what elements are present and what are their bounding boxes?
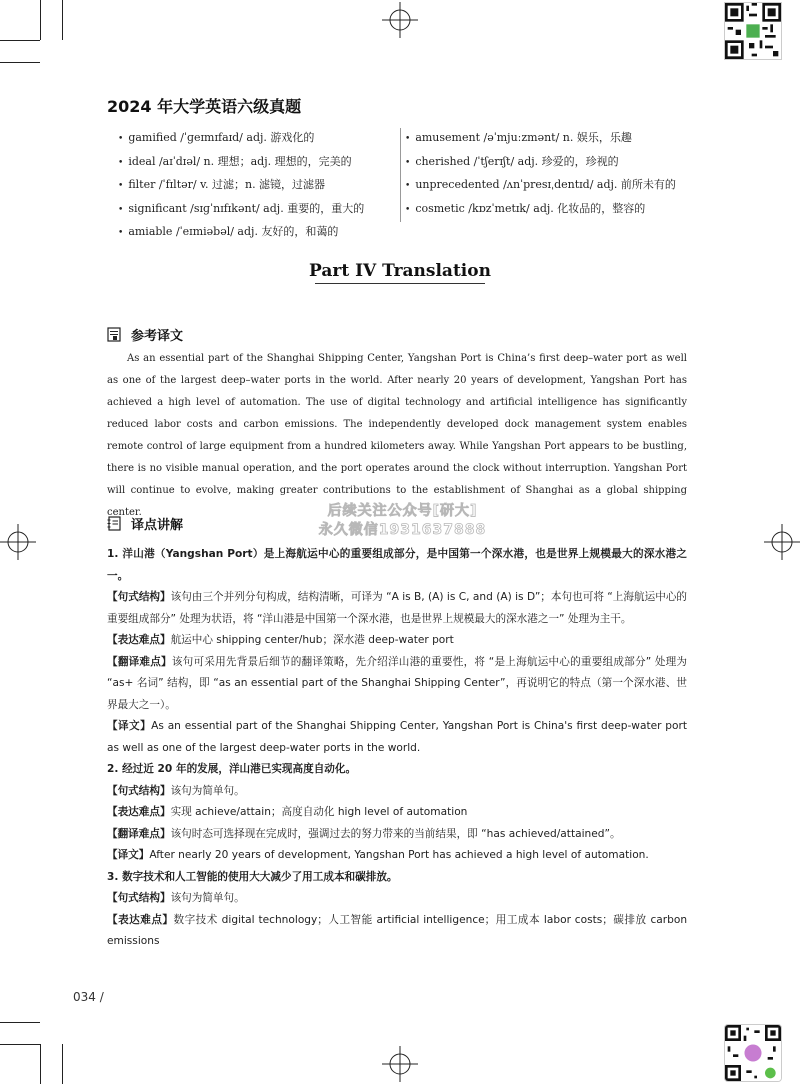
crop-mark	[40, 0, 41, 40]
crop-mark	[40, 1044, 41, 1084]
vocab-item: • significant /sɪɡˈnɪfɪkənt/ adj. 重要的，重大的	[118, 198, 398, 222]
notebook-icon	[107, 516, 121, 531]
note-tag: 句式结构	[117, 784, 160, 797]
reference-translation-text	[107, 348, 687, 524]
registration-mark	[382, 2, 418, 38]
note-line: 【翻译难点】该句可采用先背景后细节的翻译策略，先介绍洋山港的重要性，将 “是上海航运中心的重要组成部分” 处理为 “as+ 名词” 结构，即 “as an essential part of the Shanghai Shipping Center”，再说明它的特点（第一个深水港、世界最大之一）。	[107, 655, 688, 711]
part-title: Part IV Translation	[309, 261, 491, 281]
note-line: 【表达难点】数字技术 digital technology；人工智能 artificial intelligence；用工成本 labor costs；碳排放 carbon emissions	[107, 913, 688, 947]
vocab-item: • amusement /əˈmjuːzmənt/ n. 娱乐，乐趣	[405, 127, 695, 151]
reference-paragraph: As an essential part of the Shanghai Shipping Center, Yangshan Port is China’s first deep–water port as well as one of the largest deep–water ports in the world. After nearly 20 years of development, Yangshan Port has achieved a high level of automation. The use of digital technology and artificial intelligence has significantly reduced labor costs and carbon emissions. The independently developed dock management system enables remote control of large equipment from a hundred kilometers away. While Yangshan Port appears to be bustling, there is no visible manual operation, and the port operates around the clock without interruption. Yangshan Port will continue to evolve, making greater contributions to the establishment of Shanghai as a global shipping center.	[107, 353, 687, 518]
running-header: 2024 年大学英语六级真题	[107, 97, 302, 116]
note-line: 【表达难点】航运中心 shipping center/hub；深水港 deep-water port	[107, 634, 454, 646]
qr-code-icon	[724, 1024, 782, 1082]
note-text: 数字技术 digital technology；人工智能 artificial intelligence；用工成本 labor costs；碳排放 carbon emissions	[107, 913, 688, 947]
crop-mark	[0, 1022, 40, 1023]
document-icon	[107, 327, 121, 342]
note-line: 【句式结构】该句由三个并列分句构成，结构清晰，可译为 “A is B, (A) is C, and (A) is D”；本句也可将 “上海航运中心的重要组成部分” 处理为状语，将 “洋山港是中国第一个深水港，也是世界上规模最大的深水港之一” 处理为主干。	[107, 591, 688, 625]
vocab-list-right	[405, 127, 695, 221]
crop-mark	[0, 62, 40, 63]
note-text: After nearly 20 years of development, Yangshan Port has achieved a high level of automation.	[149, 849, 649, 861]
note-line: 【译文】As an essential part of the Shanghai Shipping Center, Yangshan Port is China's first deep-water port as well as one of the largest deep-water ports in the world.	[107, 720, 687, 754]
column-divider	[400, 128, 401, 222]
vocab-item: • gamified /ˈɡeɪmɪfaɪd/ adj. 游戏化的	[118, 127, 398, 151]
title-underline	[315, 283, 485, 284]
note-line: 【表达难点】实现 achieve/attain；高度自动化 high level of automation	[107, 806, 468, 818]
note-tag: 表达难点	[118, 913, 163, 926]
note-text: 该句为简单句。	[170, 784, 245, 797]
notes-heading-label: 译点讲解	[131, 518, 184, 533]
sentence-heading: 1. 洋山港（Yangshan Port）是上海航运中心的重要组成部分，是中国第一个深水港，也是世界上规模最大的深水港之一。	[107, 548, 687, 582]
note-tag: 表达难点	[117, 634, 160, 646]
note-tag: 翻译难点	[117, 655, 162, 668]
note-text: 该句由三个并列分句构成，结构清晰，可译为 “A is B, (A) is C, and (A) is D”；本句也可将 “上海航运中心的重要组成部分” 处理为状语，将 “洋山港是中国第一个深水港，也是世界上规模最大的深水港之一” 处理为主干。	[107, 591, 688, 625]
vocab-item: • cherished /ˈtʃerɪʃt/ adj. 珍爱的，珍视的	[405, 151, 695, 175]
watermark-line: 后续关注公众号[研大]	[327, 503, 478, 519]
translation-notes	[107, 544, 687, 953]
vocab-item: • cosmetic /kɒzˈmetɪk/ adj. 化妆品的，整容的	[405, 198, 695, 222]
vocab-item: • amiable /ˈeɪmiəbəl/ adj. 友好的，和蔼的	[118, 221, 398, 245]
note-text: 航运中心 shipping center/hub；深水港 deep-water port	[170, 634, 454, 646]
note-text: 该句可采用先背景后细节的翻译策略，先介绍洋山港的重要性，将 “是上海航运中心的重要组成部分” 处理为 “as+ 名词” 结构，即 “as an essential part of the Shanghai Shipping Center”，再说明它的特点（第一个深水港、世界最大之一）。	[107, 655, 688, 711]
note-tag: 表达难点	[117, 806, 160, 818]
note-tag: 译文	[118, 720, 141, 732]
crop-mark	[62, 0, 63, 40]
vocab-item: • ideal /aɪˈdɪəl/ n. 理想；adj. 理想的，完美的	[118, 151, 398, 175]
note-line: 【句式结构】该句为简单句。	[107, 892, 245, 904]
note-tag: 句式结构	[117, 892, 160, 904]
crop-mark	[0, 1044, 40, 1045]
vocab-item: • filter /ˈfɪltər/ v. 过滤；n. 滤镜，过滤器	[118, 174, 398, 198]
qr-code-icon	[724, 2, 782, 60]
notes-heading	[107, 514, 183, 533]
page-number: 034 /	[73, 990, 104, 1004]
note-tag: 译文	[117, 849, 139, 861]
vocab-item: • unprecedented /ʌnˈpresɪˌdentɪd/ adj. 前所未有的	[405, 174, 695, 198]
registration-mark	[764, 524, 800, 560]
registration-mark	[382, 1046, 418, 1082]
note-text: 实现 achieve/attain；高度自动化 high level of automation	[170, 806, 468, 818]
note-text: 该句时态可选择现在完成时，强调过去的努力带来的当前结果，即 “has achieved/attained”。	[170, 827, 621, 840]
watermark	[300, 502, 505, 540]
note-line: 【翻译难点】该句时态可选择现在完成时，强调过去的努力带来的当前结果，即 “has achieved/attained”。	[107, 827, 621, 840]
note-line: 【句式结构】该句为简单句。	[107, 784, 245, 797]
registration-mark	[0, 524, 36, 560]
note-text: 该句为简单句。	[170, 892, 245, 904]
reference-translation-label: 参考译文	[131, 329, 184, 344]
note-text: As an essential part of the Shanghai Shipping Center, Yangshan Port is China's first deep-water port as well as one of the largest deep-water ports in the world.	[107, 720, 687, 754]
crop-mark	[0, 40, 40, 41]
reference-translation-heading	[107, 325, 183, 344]
crop-mark	[62, 1044, 63, 1084]
note-tag: 句式结构	[117, 591, 161, 603]
sentence-heading: 3. 数字技术和人工智能的使用大大减少了用工成本和碳排放。	[107, 870, 398, 883]
sentence-heading: 2. 经过近 20 年的发展，洋山港已实现高度自动化。	[107, 763, 357, 775]
note-line: 【译文】After nearly 20 years of development, Yangshan Port has achieved a high level of automation.	[107, 849, 649, 861]
vocab-list-left	[118, 127, 398, 245]
note-tag: 翻译难点	[117, 827, 160, 840]
watermark-line: 永久微信1931637888	[318, 522, 487, 538]
